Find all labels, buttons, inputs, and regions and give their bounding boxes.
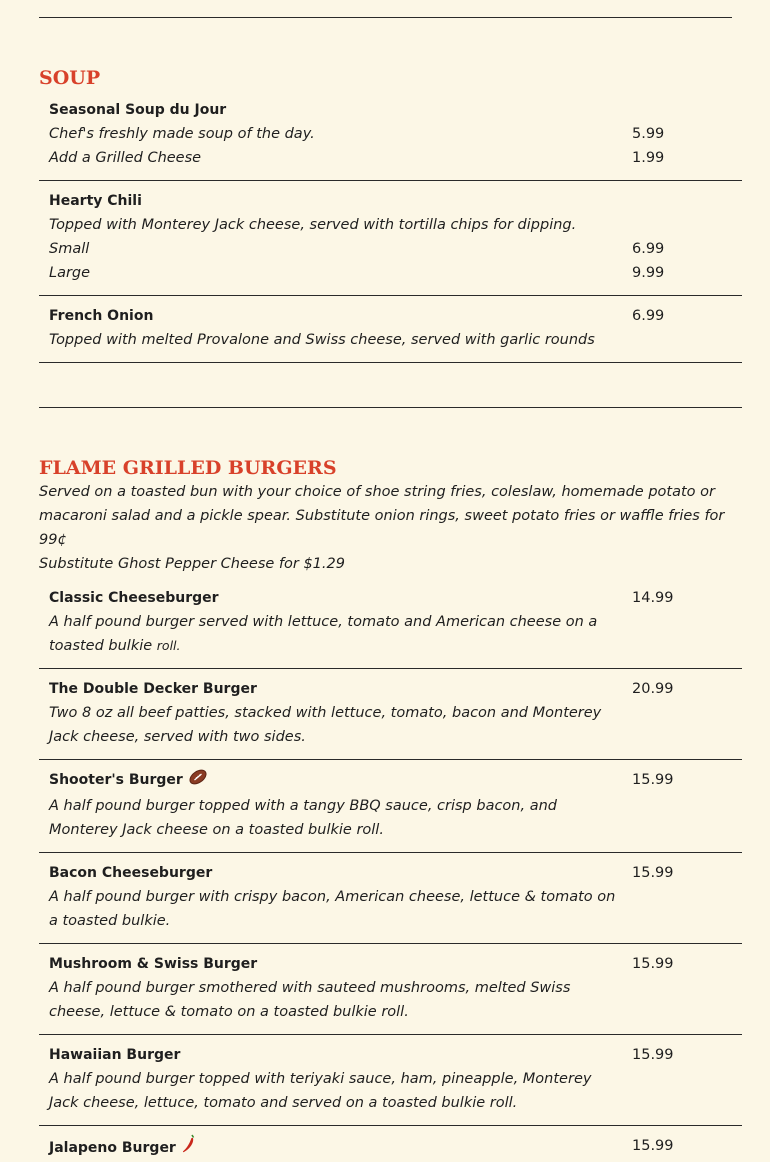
menu-item bbox=[39, 760, 742, 853]
item-price: 15.99 bbox=[632, 952, 742, 976]
item-name: Shooter's Burger bbox=[49, 768, 622, 794]
item-name: Mushroom & Swiss Burger bbox=[49, 952, 622, 976]
size-label: Large bbox=[49, 261, 622, 285]
menu-item bbox=[39, 1035, 742, 1126]
item-price: 20.99 bbox=[632, 677, 742, 701]
item-description: Topped with Monterey Jack cheese, served with tortilla chips for dipping. bbox=[49, 213, 622, 237]
menu-item bbox=[39, 296, 742, 363]
item-description: A half pound burger with crispy bacon, American cheese, lettuce & tomato on a toasted bulkie. bbox=[49, 885, 622, 933]
option-price: 1.99 bbox=[632, 146, 742, 170]
section-title-burgers: FLAME GRILLED BURGERS bbox=[39, 456, 732, 480]
item-name: Jalapeno Burger bbox=[49, 1134, 622, 1162]
item-price: 14.99 bbox=[632, 586, 742, 610]
item-price: 15.99 bbox=[632, 861, 742, 885]
top-divider bbox=[39, 0, 732, 18]
intro-line: Served on a toasted bun with your choice of shoe string fries, coleslaw, homemade potato or bbox=[39, 484, 715, 500]
chili-pepper-icon bbox=[181, 1134, 197, 1162]
item-description: A half pound burger served with lettuce, tomato and American cheese on a toasted bulkie roll. bbox=[49, 610, 622, 658]
size-price: 9.99 bbox=[632, 261, 742, 285]
section-title-soup: SOUP bbox=[39, 66, 732, 90]
menu-item bbox=[39, 669, 742, 760]
item-description: Two 8 oz all beef patties, stacked with lettuce, tomato, bacon and Monterey Jack cheese, served with two sides. bbox=[49, 701, 622, 749]
item-name: Hawaiian Burger bbox=[49, 1043, 622, 1067]
item-option: Add a Grilled Cheese bbox=[49, 146, 622, 170]
intro-line: Substitute Ghost Pepper Cheese for $1.29 bbox=[39, 556, 345, 572]
menu-item bbox=[39, 90, 742, 181]
size-price: 6.99 bbox=[632, 237, 742, 261]
section-divider bbox=[39, 363, 742, 408]
section-intro bbox=[39, 480, 732, 576]
item-description: A half pound burger topped with teriyaki sauce, ham, pineapple, Monterey Jack cheese, lettuce, tomato and served on a toasted bulkie roll. bbox=[49, 1067, 622, 1115]
item-name: Bacon Cheeseburger bbox=[49, 861, 622, 885]
item-description: Topped with melted Provalone and Swiss cheese, served with garlic rounds bbox=[49, 328, 622, 352]
item-price: 6.99 bbox=[632, 304, 742, 328]
menu-item bbox=[39, 853, 742, 944]
soup-menu bbox=[39, 90, 742, 408]
item-price: 15.99 bbox=[632, 1134, 742, 1158]
burger-menu bbox=[39, 586, 742, 1162]
menu-item bbox=[39, 1126, 742, 1162]
item-description: A half pound burger smothered with sauteed mushrooms, melted Swiss cheese, lettuce & tomato on a toasted bulkie roll. bbox=[49, 976, 622, 1024]
size-label: Small bbox=[49, 237, 622, 261]
item-name: The Double Decker Burger bbox=[49, 677, 622, 701]
item-description: A half pound burger topped with a tangy BBQ sauce, crisp bacon, and Monterey Jack cheese on a toasted bulkie roll. bbox=[49, 794, 622, 842]
item-name: French Onion bbox=[49, 304, 622, 328]
item-price: 15.99 bbox=[632, 768, 742, 792]
item-name: Seasonal Soup du Jour bbox=[49, 98, 622, 122]
item-name: Hearty Chili bbox=[49, 189, 622, 213]
item-price: 5.99 bbox=[632, 122, 742, 146]
menu-item bbox=[39, 944, 742, 1035]
intro-line: macaroni salad and a pickle spear. Substitute onion rings, sweet potato fries or waffle fries for 99¢ bbox=[39, 508, 724, 548]
item-name: Classic Cheeseburger bbox=[49, 586, 622, 610]
football-icon bbox=[188, 768, 208, 794]
menu-item bbox=[39, 586, 742, 669]
menu-item bbox=[39, 181, 742, 296]
item-description: Chef's freshly made soup of the day. bbox=[49, 122, 622, 146]
menu-page bbox=[39, 0, 732, 1162]
item-price: 15.99 bbox=[632, 1043, 742, 1067]
